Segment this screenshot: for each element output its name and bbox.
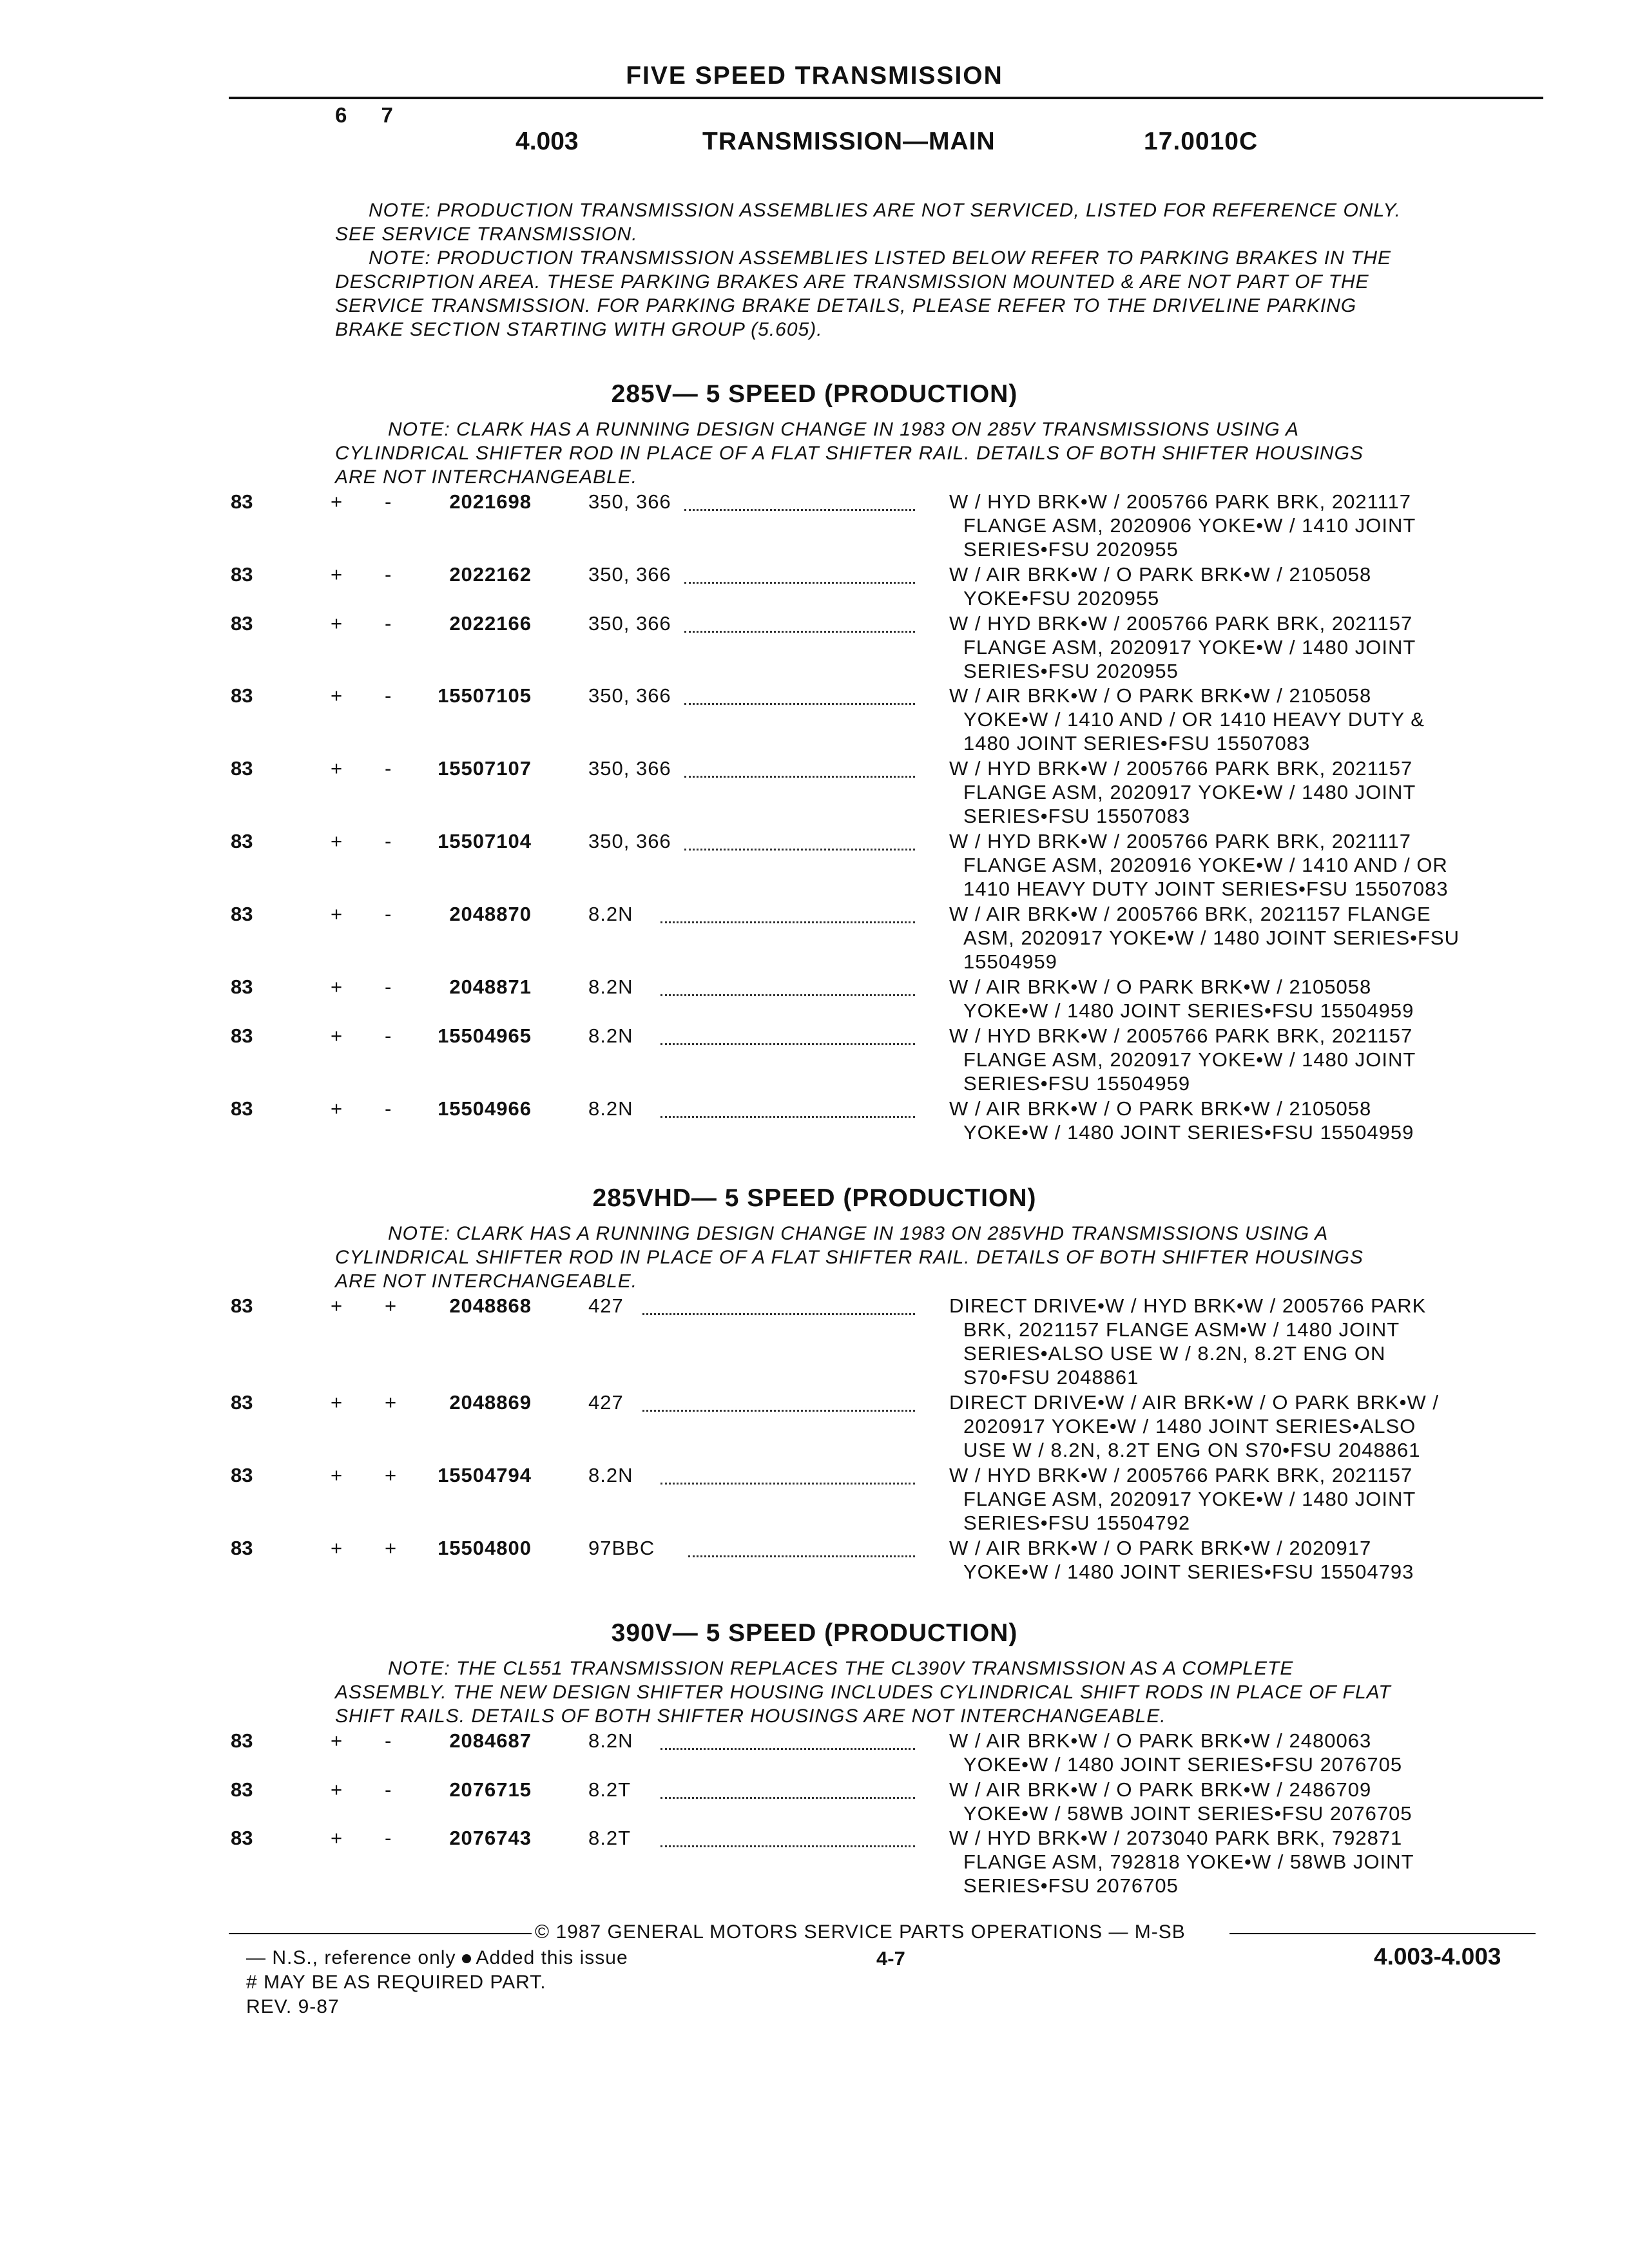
description-line: ASM, 2020917 YOKE•W / 1480 JOINT SERIES•FSU (963, 927, 1460, 950)
description-line: W / AIR BRK•W / O PARK BRK•W / 2486709 (949, 1778, 1372, 1801)
year-cell: 83 (231, 903, 253, 926)
dot-leader (642, 1390, 915, 1412)
section-note (335, 418, 1364, 489)
model-cell: 350, 366 (588, 684, 671, 707)
description-line: USE W / 8.2N, 8.2T ENG ON S70•FSU 2048861 (963, 1439, 1421, 1462)
symbol-cell: + (331, 1778, 343, 1801)
section-note (335, 1222, 1364, 1293)
model-cell: 8.2N (588, 903, 633, 926)
dot-leader (684, 756, 915, 778)
model-cell: 350, 366 (588, 562, 671, 586)
description-line: W / HYD BRK•W / 2005766 PARK BRK, 2021157 (949, 1464, 1413, 1487)
year-cell: 83 (231, 1024, 253, 1047)
description-line: FLANGE ASM, 2020916 YOKE•W / 1410 AND / OR (963, 854, 1448, 877)
description-line: FLANGE ASM, 2020917 YOKE•W / 1480 JOINT (963, 1048, 1416, 1071)
description-line: FLANGE ASM, 2020917 YOKE•W / 1480 JOINT (963, 635, 1416, 658)
dot-leader (684, 611, 915, 633)
symbol-cell: - (385, 830, 392, 853)
symbol-cell: - (385, 1827, 392, 1850)
description-line: W / AIR BRK•W / O PARK BRK•W / 2020917 (949, 1537, 1372, 1559)
symbol-cell: + (331, 1464, 343, 1487)
part-number: 2048871 (449, 975, 532, 998)
description-line: W / HYD BRK•W / 2005766 PARK BRK, 2021157 (949, 757, 1413, 780)
note-line: ARE NOT INTERCHANGEABLE. (335, 1271, 638, 1292)
description-line: SERIES•FSU 2020955 (963, 538, 1179, 561)
symbol-cell: - (385, 562, 392, 586)
description-cell (949, 490, 1548, 561)
intro-note (335, 198, 1401, 341)
description-cell (949, 1826, 1548, 1898)
symbol-cell: + (331, 1827, 343, 1850)
part-number: 2022162 (449, 562, 532, 586)
model-cell: 8.2T (588, 1827, 631, 1850)
symbol-cell: + (331, 903, 343, 926)
note-line: NOTE: CLARK HAS A RUNNING DESIGN CHANGE IN 1983 ON 285V TRANSMISSIONS USING A (388, 419, 1299, 440)
dot-leader (684, 829, 915, 850)
part-number: 15504966 (438, 1097, 532, 1120)
description-line: FLANGE ASM, 2020906 YOKE•W / 1410 JOINT (963, 514, 1416, 537)
symbol-cell: + (331, 1729, 343, 1752)
note-line: ARE NOT INTERCHANGEABLE. (335, 466, 638, 488)
description-line: YOKE•FSU 2020955 (963, 586, 1160, 610)
symbol-cell: + (331, 1294, 343, 1317)
symbol-cell: - (385, 1024, 392, 1047)
symbol-cell: + (331, 1024, 343, 1047)
model-cell: 350, 366 (588, 611, 671, 635)
description-line: W / AIR BRK•W / O PARK BRK•W / 2105058 (949, 684, 1372, 707)
symbol-cell: - (385, 975, 392, 998)
description-line: W / HYD BRK•W / 2005766 PARK BRK, 2021157 (949, 611, 1413, 635)
dot-leader (660, 1826, 915, 1847)
model-cell: 427 (588, 1294, 624, 1317)
model-cell: 8.2N (588, 1729, 633, 1752)
copyright: © 1987 GENERAL MOTORS SERVICE PARTS OPERATIONS — M-SB (535, 1921, 1186, 1943)
part-number: 2084687 (449, 1729, 532, 1752)
part-number: 15507104 (438, 830, 532, 853)
description-cell (949, 829, 1548, 901)
description-line: W / HYD BRK•W / 2005766 PARK BRK, 2021117 (949, 490, 1411, 513)
year-cell: 83 (231, 611, 253, 635)
part-number: 2022166 (449, 611, 532, 635)
part-number: 15507107 (438, 757, 532, 780)
symbol-cell: + (331, 1097, 343, 1120)
part-number: 15504965 (438, 1024, 532, 1047)
model-cell: 427 (588, 1391, 624, 1414)
section-title: 285V— 5 SPEED (PRODUCTION) (611, 380, 1018, 408)
note-line: NOTE: PRODUCTION TRANSMISSION ASSEMBLIES ARE NOT SERVICED, LISTED FOR REFERENCE ONLY. (369, 200, 1401, 221)
section-note (335, 1657, 1391, 1728)
description-line: W / HYD BRK•W / 2005766 PARK BRK, 2021117 (949, 830, 1411, 853)
description-cell (949, 1463, 1548, 1535)
part-number: 2076743 (449, 1827, 532, 1850)
description-line: BRK, 2021157 FLANGE ASM•W / 1480 JOINT (963, 1318, 1400, 1341)
part-number: 15504800 (438, 1537, 532, 1559)
description-cell (949, 684, 1548, 755)
note-line: CYLINDRICAL SHIFTER ROD IN PLACE OF A FLAT SHIFTER RAIL. DETAILS OF BOTH SHIFTER HOUSINGS (335, 1247, 1364, 1268)
year-cell: 83 (231, 1778, 253, 1801)
page-range: 4.003-4.003 (1374, 1943, 1501, 1970)
footer-rule-right (1229, 1933, 1536, 1934)
symbol-cell: + (331, 1537, 343, 1559)
description-cell (949, 902, 1548, 974)
model-cell: 8.2N (588, 975, 633, 998)
description-line: SERIES•FSU 15507083 (963, 805, 1191, 828)
note-line: SERVICE TRANSMISSION. FOR PARKING BRAKE DETAILS, PLEASE REFER TO THE DRIVELINE PARKING (335, 295, 1357, 316)
description-line: SERIES•FSU 2076705 (963, 1874, 1179, 1898)
description-cell (949, 1390, 1548, 1462)
symbol-cell: + (331, 611, 343, 635)
symbol-cell: - (385, 757, 392, 780)
year-cell: 83 (231, 684, 253, 707)
description-line: 1480 JOINT SERIES•FSU 15507083 (963, 732, 1311, 755)
part-number: 2048868 (449, 1294, 532, 1317)
year-cell: 83 (231, 1729, 253, 1752)
description-line: YOKE•W / 58WB JOINT SERIES•FSU 2076705 (963, 1802, 1412, 1825)
model-cell: 8.2N (588, 1024, 633, 1047)
description-line: S70•FSU 2048861 (963, 1366, 1139, 1389)
dot-leader (684, 684, 915, 705)
symbol-cell: + (331, 975, 343, 998)
description-line: YOKE•W / 1480 JOINT SERIES•FSU 15504959 (963, 999, 1414, 1022)
note-line: BRAKE SECTION STARTING WITH GROUP (5.605). (335, 319, 823, 340)
dot-leader (684, 562, 915, 584)
description-cell (949, 1778, 1548, 1825)
description-cell (949, 975, 1548, 1023)
dot-leader (660, 902, 915, 923)
model-cell: 350, 366 (588, 490, 671, 513)
symbol-cell: + (385, 1391, 397, 1414)
description-cell (949, 1729, 1548, 1776)
description-line: W / AIR BRK•W / 2005766 BRK, 2021157 FLANGE (949, 903, 1431, 926)
year-cell: 83 (231, 490, 253, 513)
symbol-cell: + (385, 1537, 397, 1559)
symbol-cell: + (331, 562, 343, 586)
year-cell: 83 (231, 757, 253, 780)
symbol-cell: + (331, 490, 343, 513)
description-line: W / AIR BRK•W / O PARK BRK•W / 2105058 (949, 562, 1372, 586)
group-title: TRANSMISSION—MAIN (702, 128, 996, 155)
legend-line-2: # MAY BE AS REQUIRED PART. (246, 1972, 546, 1993)
description-line: W / HYD BRK•W / 2005766 PARK BRK, 2021157 (949, 1024, 1413, 1047)
model-cell: 8.2N (588, 1097, 633, 1120)
description-line: FLANGE ASM, 2020917 YOKE•W / 1480 JOINT (963, 1488, 1416, 1511)
description-line: 1410 HEAVY DUTY JOINT SERIES•FSU 15507083 (963, 878, 1449, 901)
footer-rule-left (229, 1933, 532, 1934)
dot-leader (660, 1729, 915, 1750)
description-line: W / AIR BRK•W / O PARK BRK•W / 2105058 (949, 1097, 1372, 1120)
description-line: SERIES•ALSO USE W / 8.2N, 8.2T ENG ON (963, 1342, 1386, 1365)
description-cell (949, 562, 1548, 610)
symbol-cell: + (331, 684, 343, 707)
dot-leader (660, 1024, 915, 1045)
part-number: 2076715 (449, 1778, 532, 1801)
part-number: 15504794 (438, 1464, 532, 1487)
year-cell: 83 (231, 1537, 253, 1559)
year-cell: 83 (231, 830, 253, 853)
note-line: DESCRIPTION AREA. THESE PARKING BRAKES ARE TRANSMISSION MOUNTED & ARE NOT PART OF THE (335, 271, 1369, 293)
symbol-cell: - (385, 1097, 392, 1120)
page-number: 4-7 (876, 1947, 905, 1970)
description-cell (949, 611, 1548, 683)
description-line: W / AIR BRK•W / O PARK BRK•W / 2105058 (949, 975, 1372, 998)
page-title: FIVE SPEED TRANSMISSION (626, 62, 1003, 90)
dot-leader (684, 490, 915, 511)
year-cell: 83 (231, 1391, 253, 1414)
dot-leader (660, 1097, 915, 1118)
symbol-cell: + (331, 757, 343, 780)
model-cell: 97BBC (588, 1537, 655, 1559)
revision: REV. 9-87 (246, 1996, 340, 2017)
model-cell: 8.2T (588, 1778, 631, 1801)
description-line: 15504959 (963, 950, 1057, 974)
year-cell: 83 (231, 1464, 253, 1487)
model-cell: 350, 366 (588, 757, 671, 780)
section-title: 390V— 5 SPEED (PRODUCTION) (611, 1619, 1018, 1647)
note-line: ASSEMBLY. THE NEW DESIGN SHIFTER HOUSING INCLUDES CYLINDRICAL SHIFT RODS IN PLACE OF FLAT (335, 1682, 1391, 1703)
year-cell: 83 (231, 562, 253, 586)
dot-leader (688, 1536, 915, 1557)
symbol-cell: - (385, 903, 392, 926)
part-number: 2048869 (449, 1391, 532, 1414)
year-cell: 83 (231, 1294, 253, 1317)
note-line: NOTE: THE CL551 TRANSMISSION REPLACES THE CL390V TRANSMISSION AS A COMPLETE (388, 1658, 1294, 1679)
catalog-code: 17.0010C (1144, 128, 1258, 155)
description-cell (949, 1024, 1548, 1095)
symbol-cell: - (385, 1729, 392, 1752)
dot-leader (660, 975, 915, 996)
description-cell (949, 1097, 1548, 1144)
description-line: YOKE•W / 1410 AND / OR 1410 HEAVY DUTY & (963, 708, 1425, 731)
symbol-cell: + (331, 1391, 343, 1414)
symbol-cell: + (385, 1464, 397, 1487)
part-number: 2048870 (449, 903, 532, 926)
description-line: YOKE•W / 1480 JOINT SERIES•FSU 2076705 (963, 1753, 1403, 1776)
description-line: 2020917 YOKE•W / 1480 JOINT SERIES•ALSO (963, 1415, 1416, 1438)
description-line: SERIES•FSU 2020955 (963, 659, 1179, 682)
description-cell (949, 1536, 1548, 1584)
year-cell: 83 (231, 1097, 253, 1120)
year-cell: 83 (231, 975, 253, 998)
page-digits: 6 7 (335, 103, 407, 127)
model-cell: 350, 366 (588, 830, 671, 853)
dot-leader (660, 1778, 915, 1799)
description-line: W / HYD BRK•W / 2073040 PARK BRK, 792871 (949, 1827, 1403, 1850)
part-number: 2021698 (449, 490, 532, 513)
description-cell (949, 756, 1548, 828)
description-line: FLANGE ASM, 792818 YOKE•W / 58WB JOINT (963, 1850, 1414, 1874)
description-line: FLANGE ASM, 2020917 YOKE•W / 1480 JOINT (963, 781, 1416, 804)
legend-ns: — N.S., reference only (246, 1947, 456, 1968)
note-line: SEE SERVICE TRANSMISSION. (335, 224, 638, 245)
bullet-dot-icon (462, 1954, 471, 1963)
group-code: 4.003 (516, 128, 579, 155)
description-line: DIRECT DRIVE•W / AIR BRK•W / O PARK BRK•W / (949, 1391, 1439, 1414)
symbol-cell: + (385, 1294, 397, 1317)
symbol-cell: - (385, 1778, 392, 1801)
description-cell (949, 1294, 1548, 1389)
part-number: 15507105 (438, 684, 532, 707)
header-rule (229, 97, 1543, 99)
symbol-cell: - (385, 490, 392, 513)
note-line: NOTE: CLARK HAS A RUNNING DESIGN CHANGE IN 1983 ON 285VHD TRANSMISSIONS USING A (388, 1223, 1329, 1244)
description-line: SERIES•FSU 15504792 (963, 1512, 1191, 1535)
note-line: NOTE: PRODUCTION TRANSMISSION ASSEMBLIES LISTED BELOW REFER TO PARKING BRAKES IN THE (369, 247, 1392, 269)
dot-leader (660, 1463, 915, 1485)
symbol-cell: + (331, 830, 343, 853)
legend-line-1 (246, 1947, 628, 1969)
section-title: 285VHD— 5 SPEED (PRODUCTION) (592, 1184, 1037, 1212)
description-line: SERIES•FSU 15504959 (963, 1072, 1191, 1095)
year-cell: 83 (231, 1827, 253, 1850)
dot-leader (642, 1294, 915, 1315)
note-line: CYLINDRICAL SHIFTER ROD IN PLACE OF A FLAT SHIFTER RAIL. DETAILS OF BOTH SHIFTER HOUSINGS (335, 443, 1364, 464)
symbol-cell: - (385, 611, 392, 635)
description-line: W / AIR BRK•W / O PARK BRK•W / 2480063 (949, 1729, 1372, 1752)
description-line: DIRECT DRIVE•W / HYD BRK•W / 2005766 PARK (949, 1294, 1427, 1317)
note-line: SHIFT RAILS. DETAILS OF BOTH SHIFTER HOUSINGS ARE NOT INTERCHANGEABLE. (335, 1706, 1166, 1727)
description-line: YOKE•W / 1480 JOINT SERIES•FSU 15504959 (963, 1120, 1414, 1144)
description-line: YOKE•W / 1480 JOINT SERIES•FSU 15504793 (963, 1561, 1414, 1583)
model-cell: 8.2N (588, 1464, 633, 1487)
legend-added: Added this issue (476, 1947, 628, 1968)
symbol-cell: - (385, 684, 392, 707)
